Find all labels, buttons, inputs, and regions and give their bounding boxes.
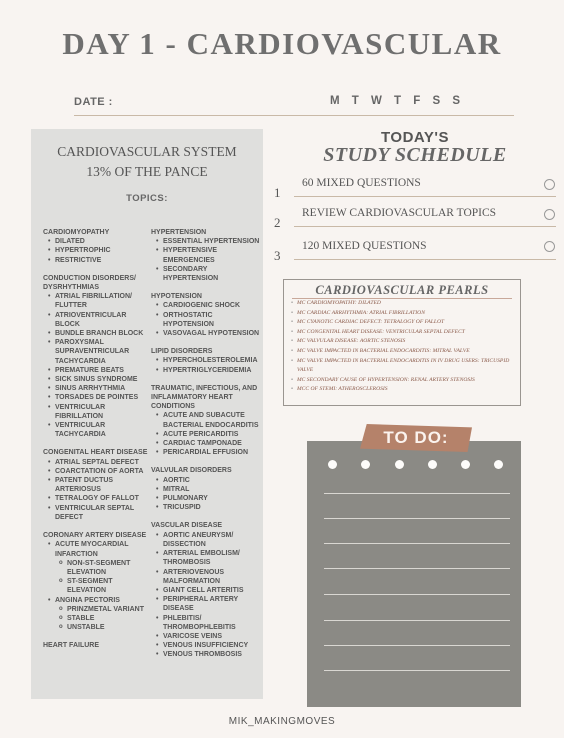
pearl-item: • MC VALVE IMPACTED IN BACTERIAL ENDOCARDITIS IN IV DRUG USERS: TRICUSPID VALVE xyxy=(297,357,523,376)
topic-group xyxy=(43,448,151,522)
schedule-row xyxy=(272,240,558,264)
topic-item xyxy=(163,411,263,429)
topic-item xyxy=(163,439,263,448)
topic-item-label: PATENT DUCTUS ARTERIOSUS xyxy=(55,477,114,494)
topic-item-label: PREMATURE BEATS xyxy=(55,366,124,374)
topic-item-label: ACUTE MYOCARDIAL INFARCTION xyxy=(55,541,129,558)
topic-item-label: CARDIAC TAMPONADE xyxy=(163,440,242,448)
topic-group xyxy=(43,274,151,440)
topic-item xyxy=(163,568,263,586)
footer-handle: MIK_MAKINGMOVES xyxy=(228,716,336,727)
topics-column-left xyxy=(43,228,151,660)
topic-list xyxy=(43,237,151,265)
topic-item-label: ATRIAL FIBRILLATION/ FLUTTER xyxy=(55,293,132,310)
topic-item xyxy=(55,596,151,633)
pearl-item: • MCC OF STEMI: ATHEROSCLEROSIS xyxy=(297,385,523,395)
topic-item xyxy=(55,467,151,476)
topic-item xyxy=(55,421,151,439)
topic-heading: VALVULAR DISORDERS xyxy=(151,467,232,475)
topic-item xyxy=(55,329,151,338)
topic-item-label: PERIPHERAL ARTERY DISEASE xyxy=(163,596,239,613)
topic-item xyxy=(163,356,263,365)
topic-list xyxy=(151,237,263,283)
topic-item xyxy=(55,403,151,421)
topic-item xyxy=(163,549,263,567)
topic-item xyxy=(55,338,151,366)
topic-heading: CARDIOMYOPATHY xyxy=(43,229,110,236)
topic-item xyxy=(55,504,151,522)
binder-hole-icon xyxy=(395,460,404,469)
topic-item-label: HYPERCHOLESTEROLEMIA xyxy=(163,357,258,365)
topic-item-label: VARICOSE VEINS xyxy=(163,632,222,640)
topics-label: TOPICS: xyxy=(126,193,168,204)
topic-item xyxy=(55,311,151,329)
topic-item xyxy=(55,246,151,255)
topic-list xyxy=(151,301,263,338)
topic-item-label: ATRIOVENTRICULAR BLOCK xyxy=(55,311,127,328)
topic-item xyxy=(163,366,263,375)
topic-item-label: HYPERTROPHIC xyxy=(55,247,111,255)
topic-heading: HYPOTENSION xyxy=(151,293,202,301)
topic-group xyxy=(151,228,263,283)
topic-group xyxy=(43,641,151,650)
binder-hole-icon xyxy=(494,460,503,469)
topic-item xyxy=(163,531,263,549)
topic-list xyxy=(151,411,263,457)
pearl-item: • MC CONGENITAL HEART DISEASE: VENTRICULAR SEPTAL DEFECT xyxy=(297,328,523,338)
topic-item xyxy=(163,485,263,494)
topic-item-label: ESSENTIAL HYPERTENSION xyxy=(163,238,260,246)
todo-line[interactable] xyxy=(324,670,510,671)
date-divider xyxy=(74,115,514,116)
topic-list xyxy=(43,540,151,632)
date-label: DATE : xyxy=(74,96,113,108)
todo-line[interactable] xyxy=(324,518,510,519)
topic-item xyxy=(163,430,263,439)
todo-line[interactable] xyxy=(324,568,510,569)
topic-item xyxy=(163,494,263,503)
weekday-selector: M T W T F S S xyxy=(330,95,462,107)
topic-item xyxy=(55,458,151,467)
binder-hole-icon xyxy=(328,460,337,469)
topic-item-label: TETRALOGY OF FALLOT xyxy=(55,495,139,503)
schedule-title-top: TODAY'S xyxy=(381,129,449,146)
schedule-row xyxy=(272,207,558,231)
topic-item xyxy=(163,246,263,264)
topic-item xyxy=(163,448,263,457)
topic-item-label: ATRIAL SEPTAL DEFECT xyxy=(55,458,139,466)
topics-panel xyxy=(31,129,263,699)
topic-item-label: ARTERIOVENOUS MALFORMATION xyxy=(163,568,225,585)
topic-item-label: COARCTATION OF AORTA xyxy=(55,467,144,475)
pearl-item: • MC VALVE IMPACTED IN BACTERIAL ENDOCARDITIS: MITRAL VALVE xyxy=(297,347,523,357)
topic-item-label: VENTRICULAR TACHYCARDIA xyxy=(55,422,106,439)
topic-item-label: PHLEBITIS/ THROMBOPHLEBITIS xyxy=(163,614,236,631)
topic-item xyxy=(55,375,151,384)
panel-title-line2: 13% OF THE PANCE xyxy=(86,164,208,179)
topic-heading: CORONARY ARTERY DISEASE xyxy=(43,532,147,540)
topic-group xyxy=(151,384,263,458)
schedule-row xyxy=(272,177,558,201)
topic-list xyxy=(151,476,263,513)
topic-item xyxy=(163,329,263,338)
pearls-list xyxy=(289,299,523,395)
topic-item-label: SECONDARY HYPERTENSION xyxy=(163,265,219,283)
topic-list xyxy=(43,458,151,522)
topic-item xyxy=(55,494,151,503)
topic-group xyxy=(151,521,263,659)
topic-item-label: TRICUSPID xyxy=(163,504,201,512)
schedule-rule xyxy=(294,196,556,197)
topic-item-label: AORTIC xyxy=(163,476,190,484)
todo-line[interactable] xyxy=(324,620,510,621)
todo-line[interactable] xyxy=(324,645,510,646)
topic-item xyxy=(163,503,263,512)
topic-item xyxy=(55,540,151,595)
todo-line[interactable] xyxy=(324,493,510,494)
topic-item xyxy=(55,256,151,265)
topic-heading: CONGENITAL HEART DISEASE xyxy=(43,449,148,457)
topic-item-label: SINUS ARRHYTHMIA xyxy=(55,385,126,393)
topic-item-label: VENOUS INSUFFICIENCY xyxy=(163,642,249,650)
topic-item xyxy=(55,366,151,375)
topic-item xyxy=(163,614,263,632)
topic-group xyxy=(151,466,263,512)
pearl-item: • MC CARDIOMYOPATHY: DILATED xyxy=(297,299,523,309)
topic-heading: CONDUCTION DISORDERS/ DYSRHYTHMIAS xyxy=(43,274,136,292)
checkbox-circle-icon[interactable] xyxy=(544,209,555,220)
topic-item xyxy=(163,641,263,650)
topic-list xyxy=(151,356,263,374)
schedule-task: REVIEW CARDIOVASCULAR TOPICS xyxy=(302,207,497,219)
pearls-box xyxy=(283,279,521,406)
topic-group xyxy=(43,531,151,632)
topic-group xyxy=(43,228,151,265)
subtopic-item: o UNSTABLE xyxy=(67,623,151,632)
binder-hole-icon xyxy=(361,460,370,469)
topics-column-right xyxy=(151,228,263,669)
topic-group xyxy=(151,347,263,375)
topic-list xyxy=(43,292,151,439)
topic-item xyxy=(55,292,151,310)
topic-heading: VASCULAR DISEASE xyxy=(151,522,223,530)
topic-item xyxy=(55,384,151,393)
topic-item-label: ANGINA PECTORIS xyxy=(55,596,120,604)
topic-item-label: ACUTE PERICARDITIS xyxy=(163,430,239,438)
topic-item-label: ORTHOSTATIC HYPOTENSION xyxy=(163,311,214,328)
topic-item xyxy=(163,265,263,283)
subtopic-item: o PRINZMETAL VARIANT xyxy=(67,605,151,614)
todo-board xyxy=(307,441,521,707)
topic-item xyxy=(163,595,263,613)
schedule-number: 2 xyxy=(274,215,281,230)
topic-heading: LIPID DISORDERS xyxy=(151,348,213,356)
topic-group xyxy=(151,292,263,338)
topic-item xyxy=(163,650,263,659)
topic-item-label: ACUTE AND SUBACUTE BACTERIAL ENDOCARDITIS xyxy=(163,412,259,429)
todo-line[interactable] xyxy=(324,594,510,595)
schedule-task: 60 MIXED QUESTIONS xyxy=(302,177,421,189)
schedule-number: 3 xyxy=(274,248,281,263)
topic-item xyxy=(163,311,263,329)
binder-hole-icon xyxy=(428,460,437,469)
topic-heading: HYPERTENSION xyxy=(151,229,207,236)
panel-title xyxy=(31,142,263,182)
topic-item xyxy=(55,393,151,402)
topic-item-label: PERICARDIAL EFFUSION xyxy=(163,449,249,457)
topic-item-label: HYPERTENSIVE EMERGENCIES xyxy=(163,247,218,264)
subtopic-item: o STABLE xyxy=(67,614,151,623)
topic-item-label: TORSADES DE POINTES xyxy=(55,394,139,402)
schedule-rule xyxy=(294,259,556,260)
topic-item xyxy=(163,301,263,310)
pearl-item: • MC CYANOTIC CARDIAC DEFECT: TETRALOGY OF FALLOT xyxy=(297,318,523,328)
topic-heading: TRAUMATIC, INFECTIOUS, AND INFLAMMATORY HEART CONDITIONS xyxy=(151,384,258,411)
topic-item xyxy=(163,476,263,485)
topic-item-label: PAROXYSMAL SUPRAVENTRICULAR TACHYCARDIA xyxy=(55,339,130,365)
pearl-item: • MC SECONDARY CAUSE OF HYPERTENSION: RENAL ARTERY STENOSIS xyxy=(297,376,523,386)
topic-item xyxy=(163,237,263,246)
topic-item xyxy=(55,237,151,246)
topic-item-label: VENTRICULAR SEPTAL DEFECT xyxy=(55,504,135,521)
topic-item xyxy=(163,586,263,595)
topic-item-label: RESTRICTIVE xyxy=(55,256,102,264)
checkbox-circle-icon[interactable] xyxy=(544,241,555,252)
subtopic-list xyxy=(55,559,151,596)
checkbox-circle-icon[interactable] xyxy=(544,179,555,190)
topic-item-label: VENTRICULAR FIBRILLATION xyxy=(55,403,106,420)
schedule-task: 120 MIXED QUESTIONS xyxy=(302,240,427,252)
subtopic-item: o NON-ST-SEGMENT ELEVATION xyxy=(67,559,151,577)
schedule-rule xyxy=(294,226,556,227)
topic-item xyxy=(55,476,151,494)
topic-item xyxy=(163,632,263,641)
panel-title-line1: CARDIOVASCULAR SYSTEM xyxy=(57,144,237,159)
topic-item-label: BUNDLE BRANCH BLOCK xyxy=(55,330,144,338)
topic-item-label: CARDIOGENIC SHOCK xyxy=(163,302,241,310)
topic-item-label: SICK SINUS SYNDROME xyxy=(55,376,138,384)
schedule-number: 1 xyxy=(274,185,281,200)
topic-item-label: AORTIC ANEURYSM/ DISSECTION xyxy=(163,531,234,548)
topic-item-label: PULMONARY xyxy=(163,495,208,503)
subtopic-list xyxy=(55,605,151,633)
topic-item-label: HYPERTRIGLYCERIDEMIA xyxy=(163,366,252,374)
topic-item-label: ARTERIAL EMBOLISM/ THROMBOSIS xyxy=(163,550,240,567)
topic-item-label: MITRAL xyxy=(163,485,190,493)
todo-label: TO DO: xyxy=(383,428,449,447)
page-title: DAY 1 - CARDIOVASCULAR xyxy=(62,26,502,61)
pearls-title: CARDIOVASCULAR PEARLS xyxy=(315,283,489,297)
todo-line[interactable] xyxy=(324,543,510,544)
topic-item-label: DILATED xyxy=(55,238,85,246)
pearl-item: • MC CARDIAC ARRHYTHMIA: ATRIAL FIBRILLATION xyxy=(297,309,523,319)
topic-heading: HEART FAILURE xyxy=(43,642,99,650)
topic-list xyxy=(151,531,263,660)
topic-item-label: VENOUS THROMBOSIS xyxy=(163,651,242,659)
binder-hole-icon xyxy=(461,460,470,469)
schedule-title: STUDY SCHEDULE xyxy=(323,144,507,166)
topic-item-label: GIANT CELL ARTERITIS xyxy=(163,586,244,594)
pearl-item: • MC VALVULAR DISEASE: AORTIC STENOSIS xyxy=(297,337,523,347)
topic-item-label: VASOVAGAL HYPOTENSION xyxy=(163,330,260,338)
subtopic-item: o ST-SEGMENT ELEVATION xyxy=(67,577,151,595)
